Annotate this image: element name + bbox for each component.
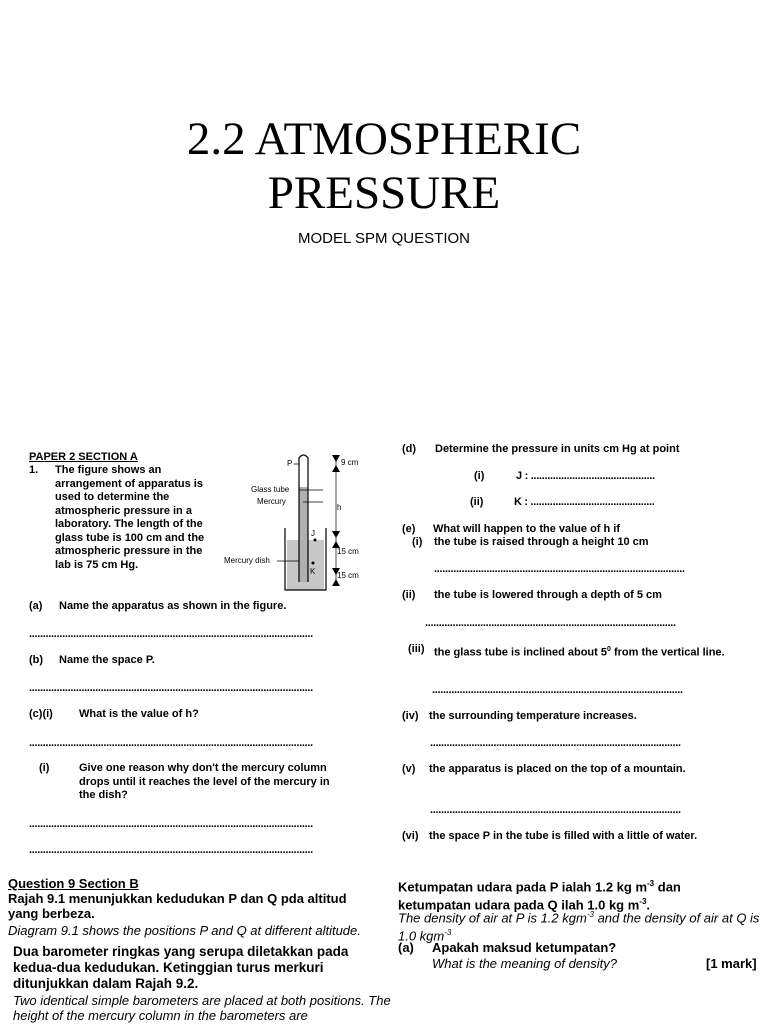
question-e-label: (e) [402,523,416,535]
answer-line-e-v[interactable]: ........................................................................................... [430,804,681,816]
question-e-text: What will happen to the value of h if [433,523,620,535]
label-glass-tube: Glass tube [251,485,290,494]
question-1-number: 1. [29,464,39,476]
barometer-diagram [215,450,365,600]
density-question-a-malay: Apakah maksud ketumpatan? [432,940,617,955]
label-15cm: 15 cm [337,547,359,556]
question-e-i-label: (i) [412,536,423,548]
label-k: K [310,567,316,576]
question-a-text: Name the apparatus as shown in the figure. [59,600,287,612]
density-question-a-english: What is the meaning of density? [432,956,617,971]
question-1-text: The figure shows an arrangement of apparatus is used to determine the atmospheric pressure in a laboratory. The length of the glass tube is 100 cm and the atmospheric pressure in the lab is 75 cm Hg. [55,464,205,571]
question-d-ii-label: (ii) [470,496,484,508]
question-d-label: (d) [402,443,417,455]
density-question-a-label: (a) [398,940,414,955]
label-15cm-2: 15 cm [337,571,359,580]
question-e-ii-label: (ii) [402,589,416,601]
question-e-v-text: the apparatus is placed on the top of a mountain. [429,763,686,775]
question-e-i-text: the tube is raised through a height 10 cm [434,536,649,548]
label-h: h [337,503,342,512]
section-b-malay-1: Rajah 9.1 menunjukkan kedudukan P dan Q pda altitud yang berbeza. [8,891,347,921]
question-e-vi-label: (vi) [402,830,419,842]
question-b-label: (b) [29,654,44,666]
question-e-ii-text: the tube is lowered through a depth of 5 cm [434,589,662,601]
question-e-vi-text: the space P in the tube is filled with a little of water. [429,830,698,842]
answer-line-e-ii[interactable]: ........................................................................................... [425,617,676,629]
answer-line-e-iv[interactable]: ........................................................................................... [430,737,681,749]
answer-line-a[interactable]: ....................................................................................................... [29,628,313,640]
question-c-ii-text: Give one reason why don't the mercury column drops until it reaches the level of the mercury in the dish? [79,762,330,801]
mercury-column [299,487,308,582]
section-b-english-1: Diagram 9.1 shows the positions P and Q at different altitude. [8,923,361,938]
label-j: J [311,529,315,538]
question-e-iv-label: (iv) [402,710,419,722]
question-c-text: What is the value of h? [79,708,199,720]
page-subtitle: MODEL SPM QUESTION [298,230,470,247]
section-b-malay-2: Dua barometer ringkas yang serupa diletakkan pada kedua-dua kedudukan. Ketinggian turus merkuri ditunjukkan dalam Rajah 9.2. [13,944,349,991]
paper-heading: PAPER 2 SECTION A [29,451,138,463]
label-9cm: 9 cm [341,458,359,467]
title-line-2: PRESSURE [267,167,501,219]
question-e-iv-text: the surrounding temperature increases. [429,710,637,722]
section-b-heading: Question 9 Section B [8,876,139,891]
point-j [314,539,317,542]
answer-line-e-iii[interactable]: ........................................................................................... [432,684,683,696]
question-c-label: (c)(i) [29,708,53,720]
question-d-text: Determine the pressure in units cm Hg at point [435,443,680,455]
answer-line-c-ii-2[interactable]: ....................................................................................................... [29,844,313,856]
answer-line-d-i[interactable]: J : ............................................. [516,470,655,482]
density-malay: Ketumpatan udara pada P ialah 1.2 kg $m^{-3}$ dan ketumpatan udara pada Q ilah 1.0 kg $m^{-3}$. [398,879,681,913]
question-e-iii-label: (iii) [408,643,425,655]
answer-line-c[interactable]: ....................................................................................................... [29,737,313,749]
question-a-label: (a) [29,600,43,612]
point-k [312,562,315,565]
label-mercury: Mercury [257,497,286,506]
page-title [0,112,768,220]
answer-line-b[interactable]: ....................................................................................................... [29,682,313,694]
question-d-i-label: (i) [474,470,485,482]
question-c-ii-label: (i) [39,762,50,774]
density-question-a-mark: [1 mark] [706,956,757,971]
question-e-iii-text: the glass tube is inclined about $5^0$ from the vertical line. [434,646,725,659]
title-line-1: 2.2 ATMOSPHERIC [186,113,582,165]
answer-line-d-ii[interactable]: K : ............................................. [514,496,655,508]
label-mercury-dish: Mercury dish [224,556,270,565]
question-b-text: Name the space P. [59,654,155,666]
density-english: The density of air at P is 1.2 kgm$^{-3}$ and the density of air at Q is 1.0 kgm$^{-3}$ [398,910,760,944]
answer-line-e-i[interactable]: ........................................................................................... [434,563,685,575]
section-b-english-2: Two identical simple barometers are placed at both positions. The height of the mercury column in the barometers are [13,993,391,1023]
answer-line-c-ii-1[interactable]: ....................................................................................................... [29,818,313,830]
question-e-v-label: (v) [402,763,416,775]
label-p: P [287,459,293,468]
